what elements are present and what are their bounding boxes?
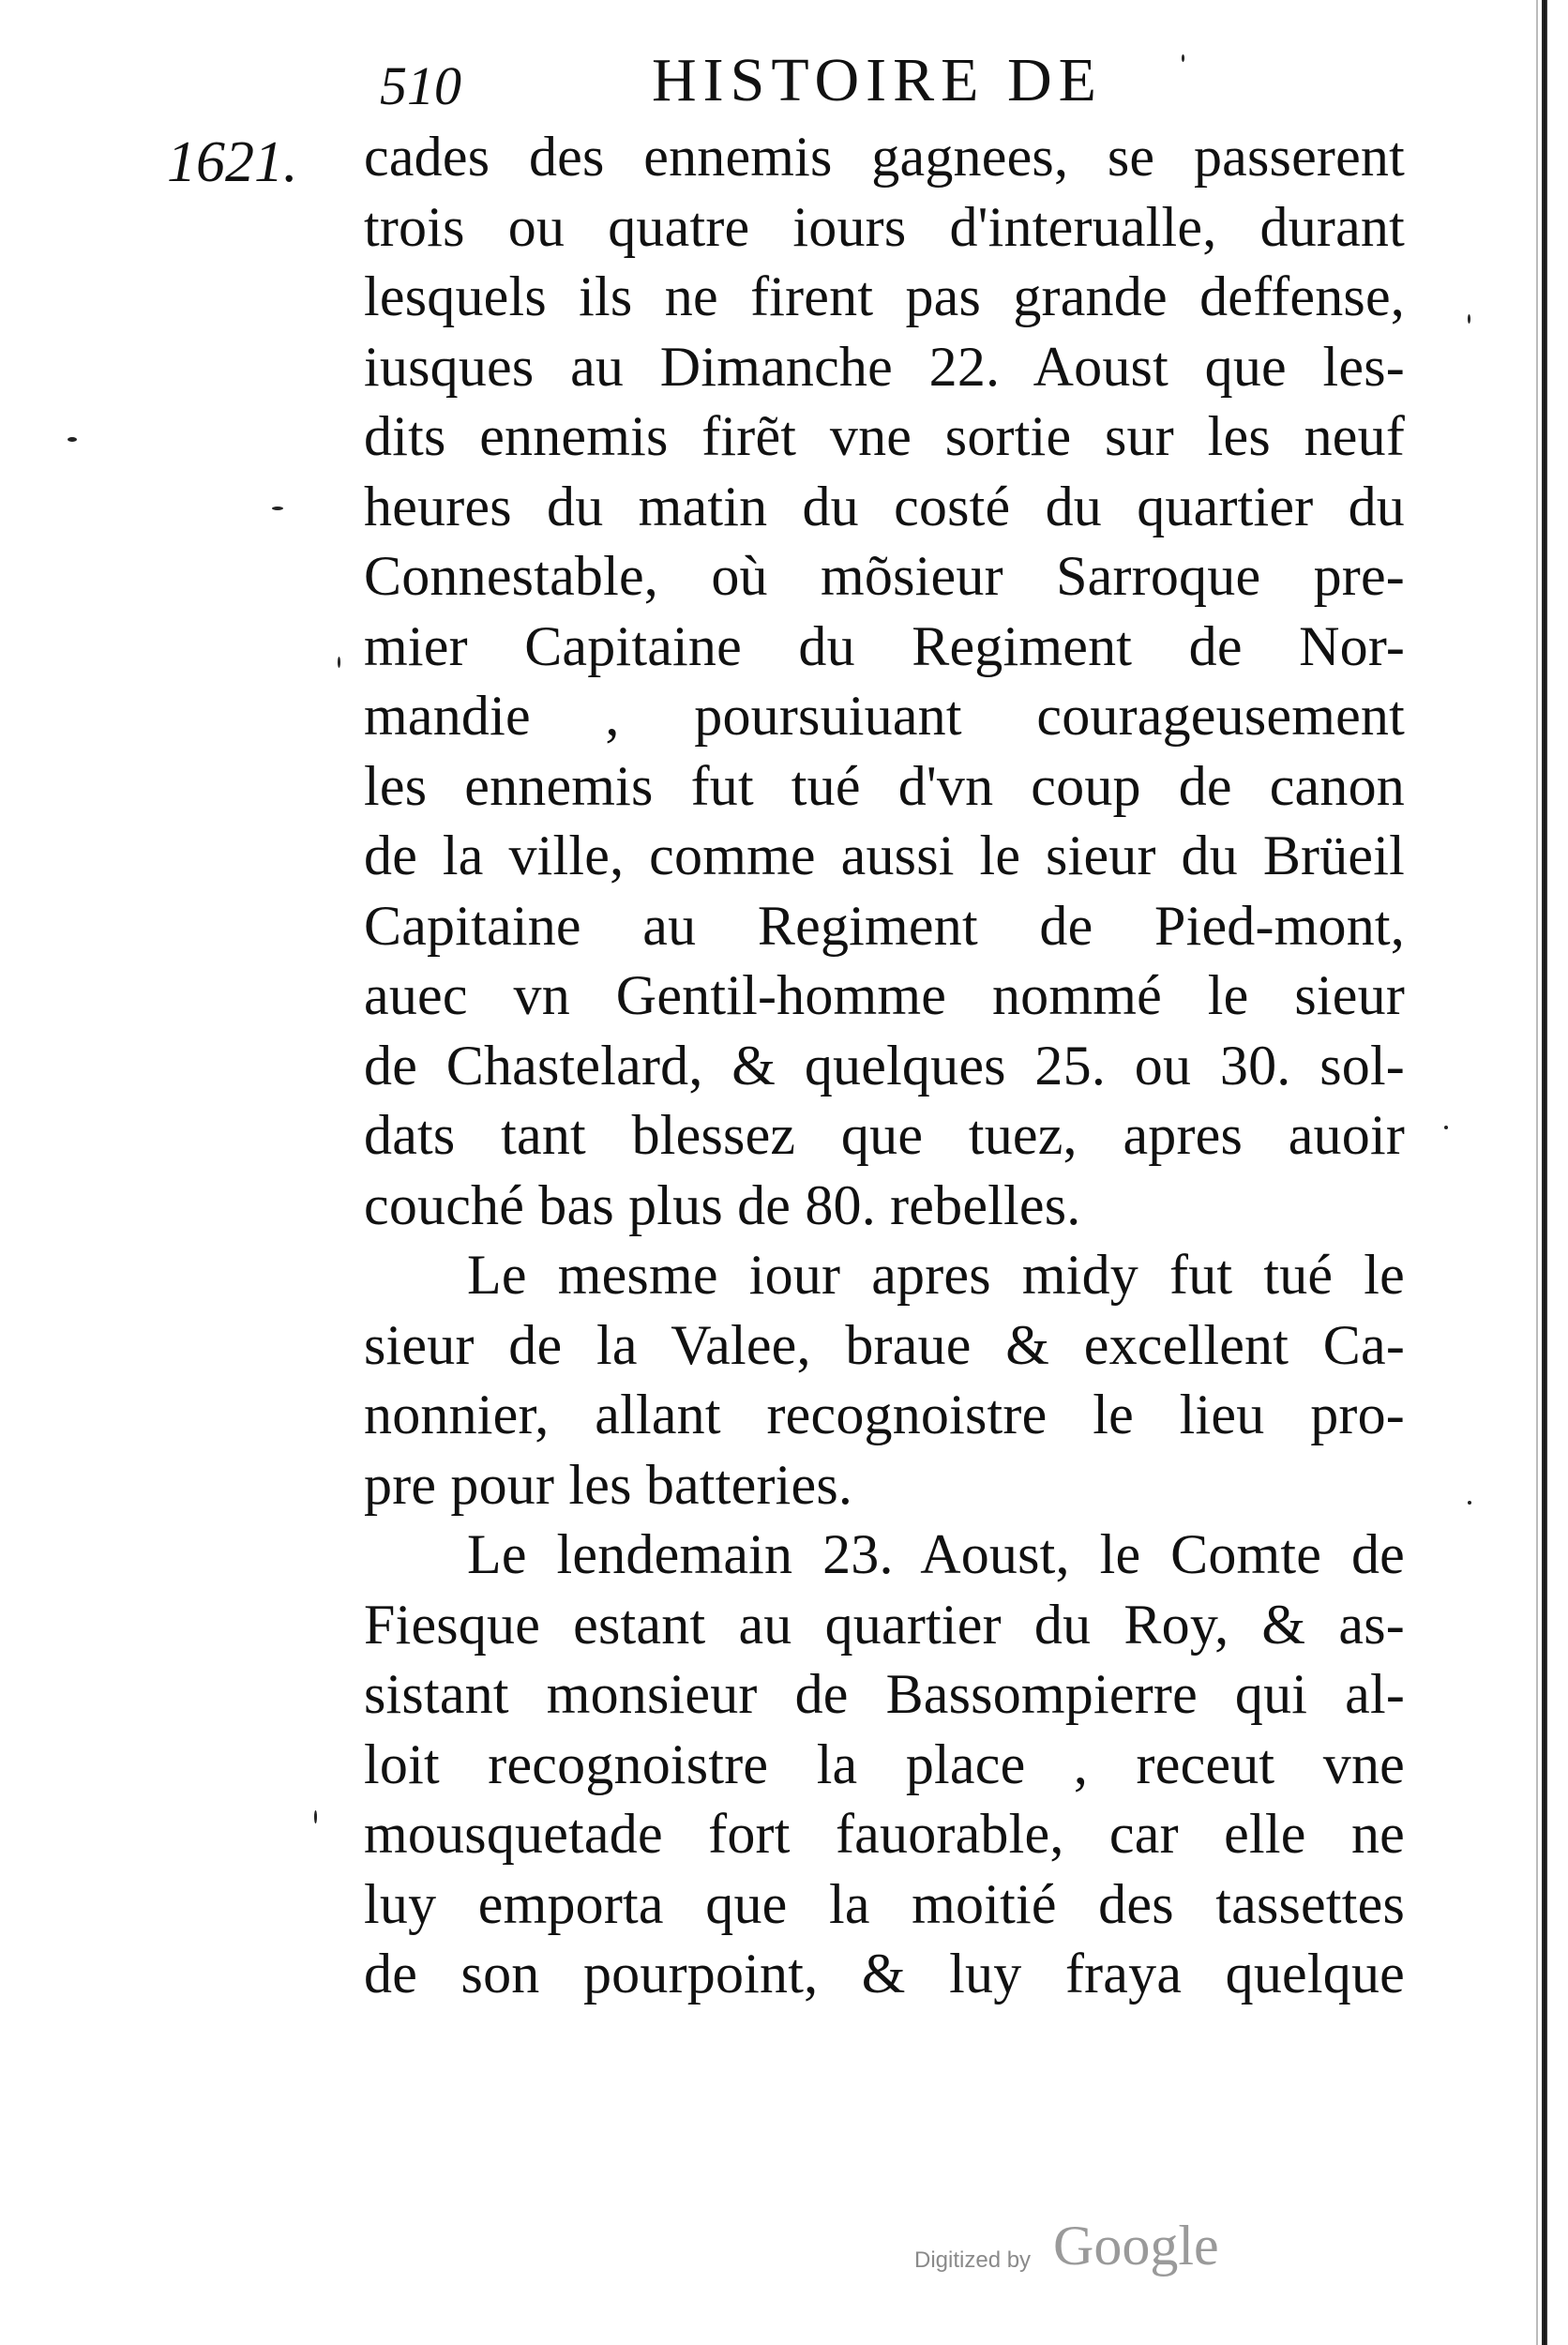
scan-speck <box>1444 1126 1448 1129</box>
text-line: cades des ennemis gagnees, se passerent <box>364 126 1405 188</box>
text-line: lesquels ils ne firent pas grande deffense, <box>364 265 1405 327</box>
text-line: sistant monsieur de Bassompierre qui al- <box>364 1663 1405 1725</box>
text-line: trois ou quatre iours d'interualle, durant <box>364 195 1405 258</box>
page-binding-edge <box>1542 0 1547 2345</box>
text-line: mandie , poursuiuant courageusement <box>364 685 1405 747</box>
text-line: mier Capitaine du Regiment de Nor- <box>364 614 1405 677</box>
text-line: de son pourpoint, & luy fraya quelque <box>364 1943 1405 2005</box>
scan-speck <box>338 657 340 668</box>
watermark-brand: Google <box>1053 2215 1219 2277</box>
scan-speck <box>1468 1501 1471 1505</box>
body-text <box>364 122 1405 2009</box>
text-line: loit recognoistre la place , receut vne <box>364 1732 1405 1795</box>
page-number: 510 <box>380 55 461 116</box>
watermark-prefix: Digitized by <box>914 2247 1032 2273</box>
running-head <box>370 45 1214 120</box>
scan-speck <box>1468 314 1470 324</box>
digitized-by-google-watermark <box>914 2214 1252 2289</box>
scan-speck <box>1182 54 1184 62</box>
text-line: iusques au Dimanche 22. Aoust que les- <box>364 335 1405 398</box>
text-line: heures du matin du costé du quartier du <box>364 475 1405 537</box>
text-line: Capitaine au Regiment de Pied-mont, <box>364 894 1405 957</box>
text-line: Le mesme iour apres midy fut tué le <box>467 1244 1405 1306</box>
scan-speck <box>272 507 283 510</box>
running-title: HISTOIRE DE <box>652 46 1103 114</box>
text-line: pre pour les batteries. <box>364 1453 853 1516</box>
text-line: Le lendemain 23. Aoust, le Comte de <box>467 1523 1405 1585</box>
text-line: de Chastelard, & quelques 25. ou 30. sol- <box>364 1034 1405 1097</box>
text-line: auec vn Gentil-homme nommé le sieur <box>364 964 1405 1026</box>
page-edge-shadow <box>1536 0 1538 2345</box>
text-line: mousquetade fort fauorable, car elle ne <box>364 1803 1405 1865</box>
text-line: couché bas plus de 80. rebelles. <box>364 1173 1081 1236</box>
text-line: de la ville, comme aussi le sieur du Brüeil <box>364 825 1405 886</box>
scan-speck <box>68 437 77 442</box>
text-line: Connestable, où mõsieur Sarroque pre- <box>364 545 1405 607</box>
margin-year-note: 1621. <box>167 130 298 194</box>
text-line: les ennemis fut tué d'vn coup de canon <box>364 754 1405 817</box>
text-line: nonnier, allant recognoistre le lieu pro- <box>364 1384 1405 1445</box>
text-line: Fiesque estant au quartier du Roy, & as- <box>364 1593 1405 1656</box>
text-line: dits ennemis firẽt vne sortie sur les neuf <box>364 405 1405 467</box>
scan-speck <box>314 1810 317 1823</box>
text-line: luy emporta que la moitié des tassettes <box>364 1872 1405 1935</box>
text-line: sieur de la Valee, braue & excellent Ca- <box>364 1313 1405 1376</box>
text-line: dats tant blessez que tuez, apres auoir <box>364 1104 1405 1166</box>
